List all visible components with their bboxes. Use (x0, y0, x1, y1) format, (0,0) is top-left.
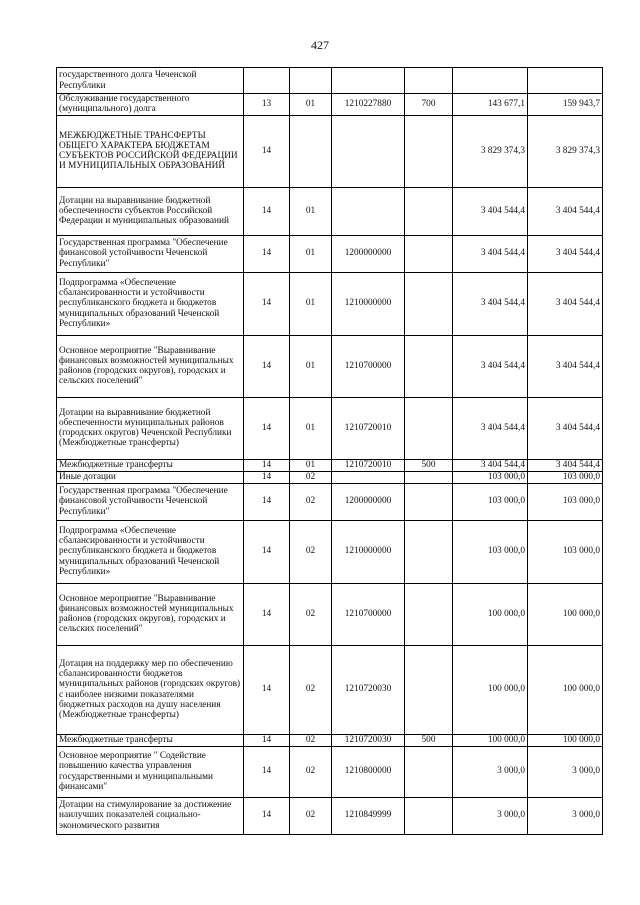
row-name-cell: Основное мероприятие " Содействие повышению качества управления государственными и муниципальными финансами" (57, 746, 244, 797)
amount-year2-cell: 3 404 544,4 (528, 187, 603, 235)
ministry-code-cell (244, 68, 290, 94)
expense-type-cell (405, 115, 453, 187)
amount-year1-cell: 3 829 374,3 (453, 115, 528, 187)
table-row (57, 797, 603, 834)
amount-year1-cell: 100 000,0 (453, 734, 528, 746)
section-code-cell: 01 (290, 272, 332, 335)
target-article-cell: 1210720010 (332, 459, 405, 471)
amount-year2-cell: 3 000,0 (528, 746, 603, 797)
amount-year1-cell: 100 000,0 (453, 645, 528, 734)
target-article-cell: 1210700000 (332, 335, 405, 397)
expense-type-cell (405, 397, 453, 459)
row-name-cell: Дотации на выравнивание бюджетной обеспеченности субъектов Российской Федерации и муниципальных образований (57, 187, 244, 235)
row-name-cell: Обслуживание государственного (муниципального) долга (57, 94, 244, 116)
table-row (57, 459, 603, 471)
amount-year1-cell: 3 000,0 (453, 746, 528, 797)
amount-year1-cell: 103 000,0 (453, 520, 528, 583)
table-body (57, 68, 603, 835)
amount-year1-cell: 3 404 544,4 (453, 272, 528, 335)
target-article-cell (332, 115, 405, 187)
row-name-cell: Основное мероприятие "Выравнивание финансовых возможностей муниципальных районов (городских округов), городских и сельских поселений" (57, 583, 244, 645)
ministry-code-cell: 14 (244, 520, 290, 583)
ministry-code-cell: 14 (244, 115, 290, 187)
table-row (57, 187, 603, 235)
amount-year2-cell: 100 000,0 (528, 583, 603, 645)
ministry-code-cell: 14 (244, 187, 290, 235)
ministry-code-cell: 14 (244, 645, 290, 734)
table-row (57, 235, 603, 272)
row-name-cell: Государственная программа "Обеспечение финансовой устойчивости Чеченской Республики" (57, 483, 244, 520)
ministry-code-cell: 14 (244, 797, 290, 834)
expense-type-cell (405, 520, 453, 583)
table-row (57, 397, 603, 459)
amount-year2-cell: 3 404 544,4 (528, 272, 603, 335)
amount-year2-cell: 100 000,0 (528, 734, 603, 746)
ministry-code-cell: 14 (244, 746, 290, 797)
row-name-cell: Подпрограмма «Обеспечение сбалансированности и устойчивости республиканского бюджета и бюджетов муниципальных образований Чеченской Республики» (57, 272, 244, 335)
section-code-cell: 01 (290, 187, 332, 235)
expense-type-cell (405, 335, 453, 397)
target-article-cell: 1210720030 (332, 645, 405, 734)
target-article-cell: 1210000000 (332, 272, 405, 335)
row-name-cell: Основное мероприятие "Выравнивание финансовых возможностей муниципальных районов (городских округов), городских и сельских поселений" (57, 335, 244, 397)
target-article-cell: 1200000000 (332, 483, 405, 520)
table-row (57, 115, 603, 187)
ministry-code-cell: 14 (244, 397, 290, 459)
budget-table (56, 67, 603, 835)
table-row (57, 272, 603, 335)
section-code-cell: 01 (290, 459, 332, 471)
amount-year2-cell: 103 000,0 (528, 471, 603, 483)
target-article-cell (332, 187, 405, 235)
section-code-cell: 02 (290, 746, 332, 797)
table-row (57, 94, 603, 116)
ministry-code-cell: 14 (244, 583, 290, 645)
expense-type-cell (405, 235, 453, 272)
amount-year1-cell: 3 404 544,4 (453, 187, 528, 235)
table-row (57, 335, 603, 397)
amount-year1-cell: 3 404 544,4 (453, 335, 528, 397)
section-code-cell: 02 (290, 520, 332, 583)
amount-year2-cell: 3 404 544,4 (528, 235, 603, 272)
expense-type-cell: 700 (405, 94, 453, 116)
row-name-cell: государственного долга Чеченской Республики (57, 68, 244, 94)
expense-type-cell: 500 (405, 734, 453, 746)
table-row (57, 483, 603, 520)
expense-type-cell (405, 483, 453, 520)
target-article-cell: 1210849999 (332, 797, 405, 834)
amount-year2-cell: 3 000,0 (528, 797, 603, 834)
ministry-code-cell: 13 (244, 94, 290, 116)
table-row (57, 583, 603, 645)
section-code-cell: 01 (290, 235, 332, 272)
amount-year2-cell: 100 000,0 (528, 645, 603, 734)
row-name-cell: Межбюджетные трансферты (57, 459, 244, 471)
section-code-cell: 02 (290, 483, 332, 520)
ministry-code-cell: 14 (244, 272, 290, 335)
amount-year2-cell: 3 404 544,4 (528, 459, 603, 471)
row-name-cell: Государственная программа "Обеспечение финансовой устойчивости Чеченской Республики" (57, 235, 244, 272)
section-code-cell: 02 (290, 471, 332, 483)
target-article-cell: 1210720010 (332, 397, 405, 459)
table-row (57, 520, 603, 583)
amount-year1-cell: 3 404 544,4 (453, 235, 528, 272)
amount-year1-cell: 3 000,0 (453, 797, 528, 834)
section-code-cell: 02 (290, 583, 332, 645)
amount-year2-cell: 159 943,7 (528, 94, 603, 116)
ministry-code-cell: 14 (244, 335, 290, 397)
amount-year2-cell: 3 404 544,4 (528, 397, 603, 459)
ministry-code-cell: 14 (244, 235, 290, 272)
table-row (57, 68, 603, 94)
section-code-cell (290, 115, 332, 187)
target-article-cell: 1210700000 (332, 583, 405, 645)
amount-year2-cell: 3 404 544,4 (528, 335, 603, 397)
amount-year1-cell: 3 404 544,4 (453, 459, 528, 471)
row-name-cell: Дотация на поддержку мер по обеспечению сбалансированности бюджетов муниципальных районов (городских округов) с наиболее низкими показателями бюджетных расходов на душу населения (Межбюджетные трансферты) (57, 645, 244, 734)
row-name-cell: Межбюджетные трансферты (57, 734, 244, 746)
amount-year2-cell: 103 000,0 (528, 520, 603, 583)
row-name-cell: Дотации на выравнивание бюджетной обеспеченности муниципальных районов (городских округов) Чеченской Республики (Межбюджетные трансферты) (57, 397, 244, 459)
section-code-cell: 02 (290, 797, 332, 834)
amount-year1-cell: 3 404 544,4 (453, 397, 528, 459)
target-article-cell (332, 68, 405, 94)
amount-year1-cell: 103 000,0 (453, 471, 528, 483)
amount-year2-cell (528, 68, 603, 94)
ministry-code-cell: 14 (244, 459, 290, 471)
amount-year1-cell: 143 677,1 (453, 94, 528, 116)
expense-type-cell (405, 645, 453, 734)
table-row (57, 471, 603, 483)
table-row (57, 734, 603, 746)
section-code-cell: 02 (290, 734, 332, 746)
table-row (57, 746, 603, 797)
target-article-cell: 1210720030 (332, 734, 405, 746)
expense-type-cell: 500 (405, 459, 453, 471)
expense-type-cell (405, 68, 453, 94)
target-article-cell: 1210000000 (332, 520, 405, 583)
expense-type-cell (405, 187, 453, 235)
section-code-cell: 02 (290, 645, 332, 734)
amount-year2-cell: 103 000,0 (528, 483, 603, 520)
expense-type-cell (405, 746, 453, 797)
row-name-cell: МЕЖБЮДЖЕТНЫЕ ТРАНСФЕРТЫ ОБЩЕГО ХАРАКТЕРА БЮДЖЕТАМ СУБЪЕКТОВ РОССИЙСКОЙ ФЕДЕРАЦИИ И МУНИЦИПАЛЬНЫХ ОБРАЗОВАНИЙ (57, 115, 244, 187)
amount-year1-cell: 100 000,0 (453, 583, 528, 645)
target-article-cell (332, 471, 405, 483)
section-code-cell: 01 (290, 335, 332, 397)
expense-type-cell (405, 797, 453, 834)
target-article-cell: 1210227880 (332, 94, 405, 116)
target-article-cell: 1210800000 (332, 746, 405, 797)
section-code-cell: 01 (290, 397, 332, 459)
section-code-cell (290, 68, 332, 94)
row-name-cell: Дотации на стимулирование за достижение наилучших показателей социально-экономического развития (57, 797, 244, 834)
page-number: 427 (311, 38, 329, 52)
ministry-code-cell: 14 (244, 734, 290, 746)
ministry-code-cell: 14 (244, 483, 290, 520)
ministry-code-cell: 14 (244, 471, 290, 483)
expense-type-cell (405, 583, 453, 645)
expense-type-cell (405, 272, 453, 335)
target-article-cell: 1200000000 (332, 235, 405, 272)
table-row (57, 645, 603, 734)
row-name-cell: Иные дотации (57, 471, 244, 483)
row-name-cell: Подпрограмма «Обеспечение сбалансированности и устойчивости республиканского бюджета и бюджетов муниципальных образований Чеченской Республики» (57, 520, 244, 583)
amount-year1-cell (453, 68, 528, 94)
amount-year1-cell: 103 000,0 (453, 483, 528, 520)
expense-type-cell (405, 471, 453, 483)
section-code-cell: 01 (290, 94, 332, 116)
amount-year2-cell: 3 829 374,3 (528, 115, 603, 187)
